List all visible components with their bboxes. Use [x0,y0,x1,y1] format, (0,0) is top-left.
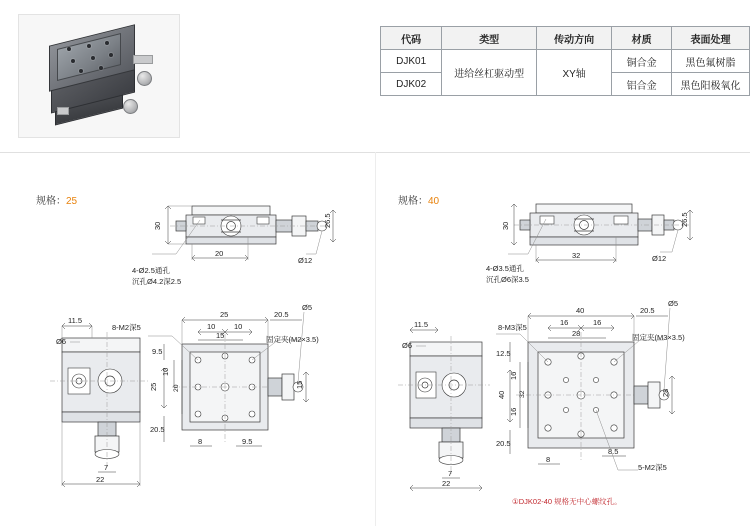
svg-text:20: 20 [215,249,224,258]
svg-text:25: 25 [220,310,229,319]
svg-text:20: 20 [173,384,180,392]
spec-finish-djk01: 黑色氟树脂 [671,50,749,73]
svg-text:28: 28 [572,329,581,338]
svg-text:Ø5: Ø5 [302,303,313,312]
spec-finish-djk02: 黑色阳极氧化 [671,73,749,96]
left-note-8m2: 8-M2深5 [112,323,141,332]
svg-text:11.5: 11.5 [414,320,429,329]
photo-adjust-knob [123,99,138,114]
spec-material-djk02: 铝合金 [612,73,672,96]
svg-text:7: 7 [104,463,109,472]
spec-prefix-right: 规格： [398,196,428,207]
panel-divider [375,152,376,526]
svg-text:Ø12: Ø12 [652,254,667,263]
svg-text:8.5: 8.5 [608,447,619,456]
left-note-through-hole: 4-Ø2.5通孔 [132,266,170,275]
table-row [381,50,750,73]
footnote-djk02-40: ①DJK02-40 规格无中心螺纹孔。 [512,497,622,506]
photo-adjust-knob [137,71,152,86]
svg-text:10: 10 [207,322,216,331]
spec-label-25 [36,192,77,207]
svg-text:Ø6: Ø6 [402,341,413,350]
svg-text:28: 28 [661,388,670,397]
right-note-through-hole: 4-Ø3.5通孔 [486,264,524,273]
spec-header-type: 类型 [442,27,537,50]
svg-text:25: 25 [149,382,158,391]
svg-text:11.5: 11.5 [68,316,83,325]
svg-text:Ø12: Ø12 [298,256,313,265]
svg-text:40: 40 [497,390,506,399]
spec-table [380,26,750,96]
photo-hole [79,69,83,73]
right-note-counterbore: 沉孔Ø6深3.5 [486,275,529,284]
svg-text:20.5: 20.5 [274,310,289,319]
svg-text:10: 10 [234,322,243,331]
right-note-5m2: 5-M2深5 [638,463,667,472]
photo-hole [67,47,71,51]
svg-text:15: 15 [216,331,225,340]
svg-text:32: 32 [519,390,526,398]
svg-text:Ø6: Ø6 [56,337,67,346]
svg-text:20.5: 20.5 [496,439,511,448]
svg-text:26.5: 26.5 [680,212,689,227]
photo-hole [87,44,91,48]
svg-text:7: 7 [448,469,453,478]
photo-hole [109,53,113,57]
spec-header-finish: 表面处理 [671,27,749,50]
spec-label-40 [398,192,439,207]
spec-material-djk01: 铜合金 [612,50,672,73]
svg-text:8: 8 [198,437,203,446]
right-note-8m3: 8-M3深5 [498,323,527,332]
product-photo-stage [41,33,157,123]
svg-text:30: 30 [153,221,162,230]
svg-text:10: 10 [161,367,170,376]
svg-text:16: 16 [509,407,518,416]
svg-text:20.5: 20.5 [150,425,165,434]
svg-text:22: 22 [96,475,105,484]
svg-text:16: 16 [509,371,518,380]
spec-header-direction: 传动方向 [537,27,612,50]
svg-text:32: 32 [572,251,581,260]
left-note-counterbore: 沉孔Ø4.2深2.5 [132,277,182,286]
spec-code-djk02: DJK02 [381,73,442,96]
photo-shaft [57,107,69,115]
svg-text:Ø5: Ø5 [668,299,679,308]
left-main-view-drawing [40,296,360,496]
svg-text:8: 8 [546,455,551,464]
photo-hole [71,59,75,63]
svg-text:20.5: 20.5 [640,306,655,315]
spec-direction-merged: XY轴 [537,50,612,96]
svg-text:22: 22 [442,479,451,488]
spec-value-right: 40 [428,196,440,207]
svg-text:9.5: 9.5 [242,437,253,446]
svg-text:9.5: 9.5 [152,347,163,356]
svg-text:40: 40 [576,306,585,315]
right-side-view-drawing [500,198,700,293]
spec-code-djk01: DJK01 [381,50,442,73]
svg-text:16: 16 [593,318,602,327]
photo-shaft [133,55,153,64]
product-photo [18,14,180,138]
spec-prefix-left: 规格： [36,196,66,207]
right-main-view-drawing [388,294,738,494]
photo-hole [91,56,95,60]
photo-hole [105,41,109,45]
left-note-clamp: 固定夹(M2×3.5) [266,335,319,344]
svg-text:16: 16 [560,318,569,327]
spec-value-left: 25 [66,196,78,207]
svg-text:12.5: 12.5 [496,349,511,358]
svg-text:26.5: 26.5 [323,213,332,228]
right-note-clamp: 固定夹(M3×3.5) [632,333,685,342]
spec-type-merged: 进给丝杠驱动型 [442,50,537,96]
svg-text:30: 30 [501,221,510,230]
spec-table-header-row [381,27,750,50]
spec-header-code: 代码 [381,27,442,50]
photo-hole [99,66,103,70]
svg-text:15: 15 [295,380,304,389]
spec-header-material: 材质 [612,27,672,50]
